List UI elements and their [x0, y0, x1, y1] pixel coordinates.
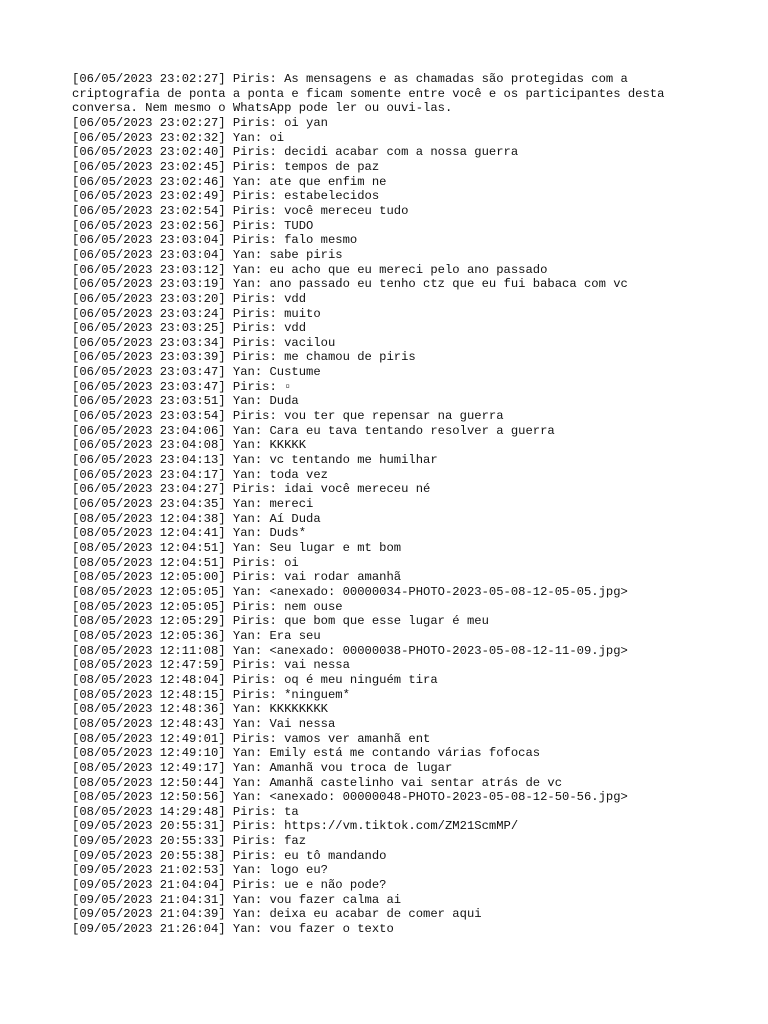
chat-line: [08/05/2023 12:04:51] Yan: Seu lugar e mt bom [72, 541, 402, 555]
chat-line: [06/05/2023 23:03:20] Piris: vdd [72, 291, 307, 306]
chat-line: [06/05/2023 23:04:08] Yan: KKKKK [72, 438, 307, 453]
chat-line: [06/05/2023 23:02:27] Piris: As mensagens e as chamadas são protegidas com a [72, 72, 628, 86]
chat-line: [06/05/2023 23:03:47] Piris: ▫ [72, 379, 292, 394]
chat-line: [06/05/2023 23:03:25] Piris: vdd [72, 321, 307, 336]
chat-line: [09/05/2023 20:55:33] Piris: faz [72, 834, 307, 849]
chat-line: [06/05/2023 23:03:51] Yan: Duda [72, 394, 299, 409]
chat-line: [06/05/2023 23:02:49] Piris: estabelecidos [72, 189, 380, 204]
chat-line: [06/05/2023 23:04:06] Yan: Cara eu tava tentando resolver a guerra [72, 423, 555, 438]
chat-line: [06/05/2023 23:03:39] Piris: me chamou de piris [72, 350, 416, 365]
chat-line: [08/05/2023 14:29:48] Piris: ta [72, 804, 299, 819]
chat-line: [06/05/2023 23:03:34] Piris: vacilou [72, 335, 336, 350]
chat-line: [06/05/2023 23:04:27] Piris: idai você mereceu né [72, 482, 431, 497]
chat-line: [08/05/2023 12:05:00] Piris: vai rodar amanhã [72, 570, 402, 585]
chat-line: [08/05/2023 12:11:08] Yan: <anexado: 00000038-PHOTO-2023-05-08-12-11-09.jpg> [72, 643, 628, 658]
chat-line: [06/05/2023 23:02:45] Piris: tempos de paz [72, 159, 380, 174]
chat-line: [06/05/2023 23:03:24] Piris: muito [72, 306, 321, 321]
chat-line: [08/05/2023 12:47:59] Piris: vai nessa [72, 658, 350, 673]
chat-line: criptografia de ponta a ponta e ficam somente entre você e os participantes desta [72, 86, 665, 101]
chat-line: [08/05/2023 12:05:05] Piris: nem ouse [72, 599, 343, 614]
chat-line: [06/05/2023 23:04:17] Yan: toda vez [72, 467, 328, 482]
chat-line: [06/05/2023 23:02:56] Piris: TUDO [72, 218, 314, 233]
chat-line: [06/05/2023 23:02:32] Yan: oi [72, 130, 285, 145]
chat-line: [06/05/2023 23:02:27] Piris: oi yan [72, 115, 328, 130]
chat-line: [08/05/2023 12:05:36] Yan: Era seu [72, 628, 321, 643]
chat-line: [06/05/2023 23:03:54] Piris: vou ter que repensar na guerra [72, 409, 504, 424]
chat-line: [06/05/2023 23:03:04] Yan: sabe piris [72, 247, 343, 262]
chat-line: [08/05/2023 12:05:05] Yan: <anexado: 00000034-PHOTO-2023-05-08-12-05-05.jpg> [72, 584, 628, 599]
chat-line: [08/05/2023 12:49:17] Yan: Amanhã vou troca de lugar [72, 760, 453, 775]
chat-line: [06/05/2023 23:04:13] Yan: vc tentando me humilhar [72, 453, 438, 468]
chat-line: [06/05/2023 23:04:35] Yan: mereci [72, 497, 314, 512]
chat-line: [08/05/2023 12:50:56] Yan: <anexado: 00000048-PHOTO-2023-05-08-12-50-56.jpg> [72, 790, 628, 805]
chat-line: [09/05/2023 20:55:38] Piris: eu tô mandando [72, 848, 387, 863]
chat-line: [09/05/2023 21:04:04] Piris: ue e não pode? [72, 878, 387, 893]
chat-line: [08/05/2023 12:04:41] Yan: Duds* [72, 526, 307, 541]
chat-line: [06/05/2023 23:02:54] Piris: você mereceu tudo [72, 203, 409, 218]
chat-line: [09/05/2023 21:04:39] Yan: deixa eu acabar de comer aqui [72, 907, 482, 922]
document-page [72, 72, 712, 937]
chat-line: conversa. Nem mesmo o WhatsApp pode ler ou ouvi-las. [72, 101, 453, 116]
chat-line: [09/05/2023 21:02:53] Yan: logo eu? [72, 863, 328, 878]
chat-line: [08/05/2023 12:48:43] Yan: Vai nessa [72, 716, 336, 731]
chat-line: [06/05/2023 23:03:19] Yan: ano passado eu tenho ctz que eu fui babaca com vc [72, 277, 628, 292]
chat-line: [08/05/2023 12:48:36] Yan: KKKKKKKK [72, 702, 328, 717]
chat-line: [06/05/2023 23:02:46] Yan: ate que enfim ne [72, 174, 387, 189]
chat-log [72, 72, 712, 937]
chat-line: [06/05/2023 23:02:40] Piris: decidi acabar com a nossa guerra [72, 145, 519, 160]
chat-line: [06/05/2023 23:03:04] Piris: falo mesmo [72, 233, 358, 248]
chat-line: [08/05/2023 12:49:10] Yan: Emily está me contando várias fofocas [72, 746, 541, 761]
chat-line: [08/05/2023 12:49:01] Piris: vamos ver amanhã ent [72, 731, 431, 746]
chat-line: [08/05/2023 12:04:51] Piris: oi [72, 555, 299, 570]
chat-line: [08/05/2023 12:48:15] Piris: *ninguem* [72, 687, 350, 702]
chat-line: [09/05/2023 21:04:31] Yan: vou fazer calma ai [72, 892, 402, 907]
chat-line: [08/05/2023 12:48:04] Piris: oq é meu ninguém tira [72, 672, 438, 687]
chat-line: [06/05/2023 23:03:12] Yan: eu acho que eu mereci pelo ano passado [72, 262, 548, 277]
chat-line: [08/05/2023 12:05:29] Piris: que bom que esse lugar é meu [72, 614, 489, 629]
chat-line: [06/05/2023 23:03:47] Yan: Custume [72, 365, 321, 380]
chat-line: [09/05/2023 21:26:04] Yan: vou fazer o texto [72, 922, 394, 937]
chat-line: [08/05/2023 12:04:38] Yan: Aí Duda [72, 511, 321, 526]
chat-line: [09/05/2023 20:55:31] Piris: https://vm.tiktok.com/ZM21ScmMP/ [72, 819, 519, 834]
chat-line: [08/05/2023 12:50:44] Yan: Amanhã castelinho vai sentar atrás de vc [72, 775, 563, 790]
